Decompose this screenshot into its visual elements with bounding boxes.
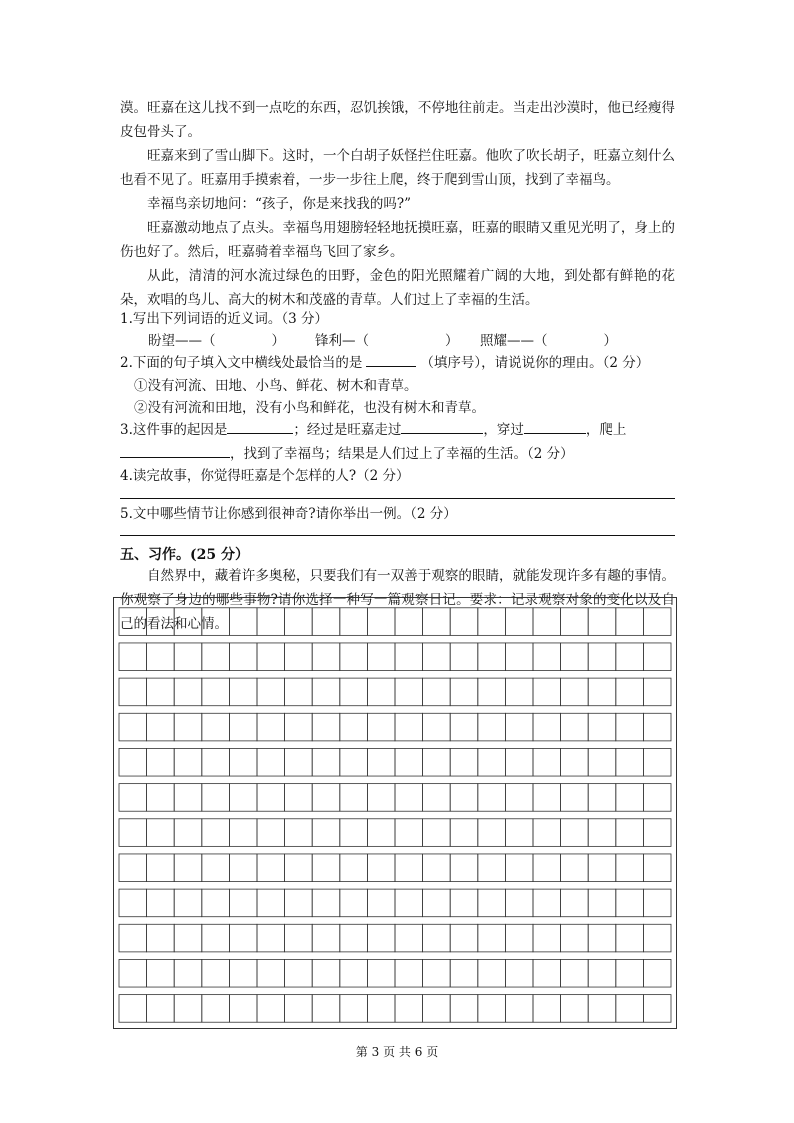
grid-cell[interactable]	[340, 608, 368, 636]
grid-cell[interactable]	[588, 784, 616, 812]
grid-cell[interactable]	[285, 995, 313, 1023]
grid-cell[interactable]	[588, 959, 616, 987]
grid-cell[interactable]	[285, 819, 313, 847]
grid-cell[interactable]	[340, 713, 368, 741]
question-2-option-1: ①没有河流、田地、小鸟、鲜花、树木和青草。	[134, 378, 418, 394]
grid-cell[interactable]	[588, 889, 616, 917]
story-paragraph-3: 幸福鸟亲切地问：“孩子，你是来找我的吗?”	[147, 196, 412, 212]
grid-cell[interactable]	[450, 959, 478, 987]
grid-cell[interactable]	[257, 889, 285, 917]
grid-cell[interactable]	[505, 819, 533, 847]
grid-cell[interactable]	[257, 608, 285, 636]
question-2-option-2: ②没有河流和田地，没有小鸟和鲜花，也没有树木和青草。	[134, 400, 485, 416]
grid-cell[interactable]	[395, 995, 423, 1023]
grid-cell[interactable]	[588, 854, 616, 882]
grid-cell[interactable]	[285, 713, 313, 741]
footer-suffix: 页	[426, 1045, 439, 1059]
grid-cell[interactable]	[202, 995, 230, 1023]
grid-cell[interactable]	[423, 608, 451, 636]
grid-cell[interactable]	[533, 713, 561, 741]
grid-cell[interactable]	[229, 643, 257, 671]
grid-cell[interactable]	[257, 643, 285, 671]
grid-cell[interactable]	[478, 924, 506, 952]
grid-cell[interactable]	[505, 643, 533, 671]
grid-cell[interactable]	[450, 748, 478, 776]
grid-cell[interactable]	[202, 819, 230, 847]
question-3-part-1: 3.这件事的起因是	[120, 422, 228, 438]
grid-cell[interactable]	[312, 784, 340, 812]
grid-cell[interactable]	[257, 854, 285, 882]
grid-cell[interactable]	[202, 608, 230, 636]
grid-cell[interactable]	[229, 854, 257, 882]
grid-cell[interactable]	[257, 959, 285, 987]
grid-cell[interactable]	[533, 854, 561, 882]
grid-cell[interactable]	[312, 854, 340, 882]
grid-cell[interactable]	[478, 643, 506, 671]
grid-cell[interactable]	[257, 819, 285, 847]
grid-cell[interactable]	[561, 678, 589, 706]
grid-cell[interactable]	[174, 889, 202, 917]
grid-cell[interactable]	[395, 959, 423, 987]
grid-cell[interactable]	[147, 678, 175, 706]
grid-cell[interactable]	[643, 959, 671, 987]
grid-cell[interactable]	[312, 608, 340, 636]
grid-cell[interactable]	[423, 819, 451, 847]
synonym-item-2	[315, 330, 459, 352]
grid-cell[interactable]	[174, 748, 202, 776]
grid-cell[interactable]	[423, 678, 451, 706]
grid-cell[interactable]	[450, 889, 478, 917]
grid-cell[interactable]	[450, 854, 478, 882]
grid-cell[interactable]	[478, 995, 506, 1023]
story-paragraph-2: 旺嘉来到了雪山脚下。这时，一个白胡子妖怪拦住旺嘉。他吹了吹长胡子，旺嘉立刻什么也看不见了。旺嘉用手摸索着，一步一步往上爬，终于爬到雪山顶，找到了幸福鸟。	[120, 148, 675, 188]
synonym-item-1	[148, 330, 285, 352]
grid-cell[interactable]	[478, 608, 506, 636]
grid-cell[interactable]	[450, 819, 478, 847]
grid-cell[interactable]	[147, 643, 175, 671]
grid-cell[interactable]	[561, 959, 589, 987]
grid-cell[interactable]	[588, 643, 616, 671]
grid-cell[interactable]	[285, 784, 313, 812]
grid-cell[interactable]	[478, 713, 506, 741]
section-5-prompt: 自然界中，藏着许多奥秘，只要我们有一双善于观察的眼睛，就能发现许多有趣的事情。你观察了身边的哪些事物?请你选择一种写一篇观察日记。要求：记录观察对象的变化以及自己的看法和心情。	[120, 568, 675, 632]
grid-cell[interactable]	[202, 784, 230, 812]
grid-cell[interactable]	[505, 889, 533, 917]
grid-cell[interactable]	[340, 819, 368, 847]
grid-cell[interactable]	[505, 959, 533, 987]
grid-cell[interactable]	[147, 748, 175, 776]
synonym-item-3	[480, 330, 617, 352]
grid-cell[interactable]	[174, 713, 202, 741]
grid-cell[interactable]	[202, 713, 230, 741]
grid-cell[interactable]	[285, 643, 313, 671]
footer-total-pages: 6	[414, 1045, 423, 1059]
grid-cell[interactable]	[588, 924, 616, 952]
grid-cell[interactable]	[533, 748, 561, 776]
grid-cell[interactable]	[229, 678, 257, 706]
grid-cell[interactable]	[643, 643, 671, 671]
grid-cell[interactable]	[533, 678, 561, 706]
grid-cell[interactable]	[505, 748, 533, 776]
grid-cell[interactable]	[312, 924, 340, 952]
grid-cell[interactable]	[312, 889, 340, 917]
grid-cell[interactable]	[119, 608, 147, 636]
grid-cell[interactable]	[312, 643, 340, 671]
grid-cell[interactable]	[395, 643, 423, 671]
grid-cell[interactable]	[395, 784, 423, 812]
grid-cell[interactable]	[561, 995, 589, 1023]
grid-cell[interactable]	[450, 995, 478, 1023]
grid-cell[interactable]	[367, 643, 395, 671]
grid-cell[interactable]	[588, 748, 616, 776]
question-3-part-5: ，找到了幸福鸟；结果是人们过上了幸福的生活。（2 分）	[230, 446, 574, 462]
grid-cell[interactable]	[119, 678, 147, 706]
question-3-blank-cause[interactable]	[227, 419, 293, 434]
grid-cell[interactable]	[119, 713, 147, 741]
story-paragraph-1: 漠。旺嘉在这儿找不到一点吃的东西，忍饥挨饿，不停地往前走。当走出沙漠时，他已经瘦得皮包骨头了。	[120, 100, 675, 140]
grid-cell[interactable]	[340, 924, 368, 952]
grid-cell[interactable]	[147, 995, 175, 1023]
grid-cell[interactable]	[229, 608, 257, 636]
grid-cell[interactable]	[533, 959, 561, 987]
grid-cell[interactable]	[423, 748, 451, 776]
grid-cell[interactable]	[312, 713, 340, 741]
question-3-part-2: ；经过是旺嘉走过	[293, 422, 402, 438]
grid-cell[interactable]	[340, 643, 368, 671]
grid-cell[interactable]	[119, 995, 147, 1023]
grid-cell[interactable]	[257, 678, 285, 706]
grid-cell[interactable]	[174, 854, 202, 882]
question-3-line-1	[120, 419, 680, 441]
grid-cell[interactable]	[478, 854, 506, 882]
grid-cell[interactable]	[478, 819, 506, 847]
grid-cell[interactable]	[423, 713, 451, 741]
grid-cell[interactable]	[588, 608, 616, 636]
grid-cell[interactable]	[147, 924, 175, 952]
grid-cell[interactable]	[285, 854, 313, 882]
grid-cell[interactable]	[533, 924, 561, 952]
footer-prefix: 第	[355, 1045, 368, 1059]
grid-cell[interactable]	[119, 854, 147, 882]
grid-cell[interactable]	[616, 995, 644, 1023]
grid-cell[interactable]	[423, 959, 451, 987]
grid-cell[interactable]	[340, 854, 368, 882]
grid-cell[interactable]	[367, 854, 395, 882]
page-footer	[0, 1043, 794, 1061]
grid-cell[interactable]	[340, 678, 368, 706]
grid-cell[interactable]	[285, 608, 313, 636]
grid-cell[interactable]	[119, 748, 147, 776]
synonym-word-2: 锋利—（	[315, 333, 369, 349]
grid-cell[interactable]	[367, 678, 395, 706]
grid-cell[interactable]	[423, 643, 451, 671]
synonym-close-2: ）	[445, 333, 459, 349]
grid-cell[interactable]	[257, 748, 285, 776]
grid-cell[interactable]	[561, 819, 589, 847]
grid-cell[interactable]	[147, 784, 175, 812]
grid-cell[interactable]	[119, 819, 147, 847]
grid-cell[interactable]	[423, 854, 451, 882]
story-paragraph-4: 旺嘉激动地点了点头。幸福鸟用翅膀轻轻地抚摸旺嘉，旺嘉的眼睛又重见光明了，身上的伤也好了。然后，旺嘉骑着幸福鸟飞回了家乡。	[120, 220, 675, 260]
grid-cell[interactable]	[561, 784, 589, 812]
grid-cell[interactable]	[588, 995, 616, 1023]
grid-cell[interactable]	[174, 784, 202, 812]
grid-cell[interactable]	[147, 608, 175, 636]
grid-cell[interactable]	[561, 748, 589, 776]
grid-cell[interactable]	[643, 924, 671, 952]
grid-cell[interactable]	[340, 959, 368, 987]
question-4: 4.读完故事，你觉得旺嘉是个怎样的人?（2 分）	[120, 468, 410, 484]
grid-cell[interactable]	[450, 713, 478, 741]
grid-cell[interactable]	[119, 959, 147, 987]
grid-cell[interactable]	[119, 643, 147, 671]
question-5-answer-line[interactable]	[120, 535, 675, 536]
grid-cell[interactable]	[147, 889, 175, 917]
grid-cell[interactable]	[450, 678, 478, 706]
grid-cell[interactable]	[367, 924, 395, 952]
grid-cell[interactable]	[257, 924, 285, 952]
grid-cell[interactable]	[478, 959, 506, 987]
grid-cell[interactable]	[561, 643, 589, 671]
grid-cell[interactable]	[505, 713, 533, 741]
grid-cell[interactable]	[616, 748, 644, 776]
footer-page-number: 3	[371, 1045, 380, 1059]
grid-cell[interactable]	[367, 959, 395, 987]
grid-cell[interactable]	[395, 819, 423, 847]
grid-cell[interactable]	[229, 995, 257, 1023]
grid-cell[interactable]	[202, 924, 230, 952]
grid-cell[interactable]	[340, 995, 368, 1023]
grid-cell[interactable]	[312, 819, 340, 847]
grid-cell[interactable]	[367, 995, 395, 1023]
grid-cell[interactable]	[395, 678, 423, 706]
grid-cell[interactable]	[202, 748, 230, 776]
grid-cell[interactable]	[423, 995, 451, 1023]
grid-cell[interactable]	[147, 713, 175, 741]
grid-cell[interactable]	[229, 924, 257, 952]
grid-cell[interactable]	[395, 713, 423, 741]
question-3-line-2	[120, 443, 680, 465]
grid-cell[interactable]	[174, 678, 202, 706]
grid-cell[interactable]	[285, 924, 313, 952]
grid-cell[interactable]	[395, 889, 423, 917]
composition-grid[interactable]	[113, 597, 677, 1029]
grid-cell[interactable]	[643, 678, 671, 706]
grid-cell[interactable]	[285, 889, 313, 917]
grid-cell[interactable]	[616, 959, 644, 987]
grid-cell[interactable]	[229, 819, 257, 847]
grid-cell[interactable]	[616, 924, 644, 952]
grid-cell[interactable]	[285, 748, 313, 776]
grid-cell[interactable]	[174, 819, 202, 847]
grid-cell[interactable]	[533, 995, 561, 1023]
synonym-word-3: 照耀——（	[480, 333, 548, 349]
grid-cell[interactable]	[257, 784, 285, 812]
grid-cell[interactable]	[229, 959, 257, 987]
grid-cell[interactable]	[367, 889, 395, 917]
question-5: 5.文中哪些情节让你感到很神奇?请你举出一例。（2 分）	[120, 506, 457, 522]
grid-cell[interactable]	[147, 959, 175, 987]
grid-cell[interactable]	[202, 678, 230, 706]
grid-cell[interactable]	[119, 889, 147, 917]
grid-cell[interactable]	[561, 889, 589, 917]
question-2-blank[interactable]	[366, 352, 416, 367]
grid-cell[interactable]	[174, 643, 202, 671]
question-3-blank-climbed[interactable]	[120, 443, 230, 458]
grid-cell[interactable]	[561, 713, 589, 741]
grid-cell[interactable]	[340, 748, 368, 776]
grid-cell[interactable]	[643, 995, 671, 1023]
grid-cell[interactable]	[450, 924, 478, 952]
grid-cell[interactable]	[257, 713, 285, 741]
grid-cell[interactable]	[588, 678, 616, 706]
grid-cell[interactable]	[312, 678, 340, 706]
grid-cell[interactable]	[505, 608, 533, 636]
question-2	[120, 352, 680, 374]
grid-cell[interactable]	[367, 748, 395, 776]
question-3-blank-passed[interactable]	[401, 419, 483, 434]
grid-cell[interactable]	[643, 784, 671, 812]
grid-cell[interactable]	[395, 854, 423, 882]
grid-cell[interactable]	[229, 748, 257, 776]
grid-cell[interactable]	[561, 608, 589, 636]
grid-cell[interactable]	[643, 748, 671, 776]
grid-cell[interactable]	[174, 608, 202, 636]
grid-cell[interactable]	[229, 889, 257, 917]
grid-cell[interactable]	[285, 959, 313, 987]
grid-cell[interactable]	[616, 678, 644, 706]
section-5-title: 五、习作。(25 分）	[120, 547, 249, 563]
grid-cell[interactable]	[616, 854, 644, 882]
grid-cell[interactable]	[312, 995, 340, 1023]
grid-cell[interactable]	[312, 748, 340, 776]
grid-cell[interactable]	[643, 713, 671, 741]
question-3-part-3: ，穿过	[483, 422, 524, 438]
synonym-word-1: 盼望——（	[148, 333, 216, 349]
grid-cell[interactable]	[423, 889, 451, 917]
grid-cell[interactable]	[643, 819, 671, 847]
grid-cell[interactable]	[643, 608, 671, 636]
grid-cell[interactable]	[505, 784, 533, 812]
grid-cell[interactable]	[616, 608, 644, 636]
grid-cell[interactable]	[533, 643, 561, 671]
grid-cell[interactable]	[450, 784, 478, 812]
grid-cell[interactable]	[367, 713, 395, 741]
grid-cell[interactable]	[202, 959, 230, 987]
question-4-answer-line[interactable]	[120, 498, 675, 499]
grid-cell[interactable]	[174, 995, 202, 1023]
grid-cell[interactable]	[588, 713, 616, 741]
grid-cell[interactable]	[533, 784, 561, 812]
grid-cell[interactable]	[616, 784, 644, 812]
grid-cell[interactable]	[505, 924, 533, 952]
grid-cell[interactable]	[450, 643, 478, 671]
grid-cell[interactable]	[616, 643, 644, 671]
question-3-part-4: ，爬上	[585, 422, 627, 438]
grid-cell[interactable]	[505, 678, 533, 706]
question-3-blank-crossed[interactable]	[524, 419, 586, 434]
grid-cell[interactable]	[505, 854, 533, 882]
synonym-close-1: ）	[271, 333, 285, 349]
grid-cell[interactable]	[202, 643, 230, 671]
grid-cell[interactable]	[119, 924, 147, 952]
grid-cell[interactable]	[643, 889, 671, 917]
grid-cell[interactable]	[423, 784, 451, 812]
grid-cell[interactable]	[505, 995, 533, 1023]
synonym-close-3: ）	[603, 333, 617, 349]
grid-cell[interactable]	[616, 889, 644, 917]
grid-cell[interactable]	[257, 995, 285, 1023]
grid-cell[interactable]	[561, 924, 589, 952]
grid-cell[interactable]	[478, 889, 506, 917]
grid-cell[interactable]	[119, 784, 147, 812]
grid-cell[interactable]	[367, 819, 395, 847]
grid-cell[interactable]	[285, 678, 313, 706]
question-2-text-before: 2.下面的句子填入文中横线处最恰当的是	[120, 355, 363, 371]
question-1: 1.写出下列词语的近义词。（3 分）	[120, 311, 329, 327]
grid-cell[interactable]	[147, 819, 175, 847]
grid-cell[interactable]	[423, 924, 451, 952]
grid-cell[interactable]	[478, 678, 506, 706]
grid-cell[interactable]	[229, 713, 257, 741]
grid-cell[interactable]	[395, 608, 423, 636]
grid-cell[interactable]	[616, 713, 644, 741]
grid-cell[interactable]	[588, 819, 616, 847]
grid-cell[interactable]	[174, 924, 202, 952]
grid-cell[interactable]	[616, 819, 644, 847]
footer-mid: 页 共	[383, 1045, 411, 1059]
grid-cell[interactable]	[533, 819, 561, 847]
grid-cell[interactable]	[478, 748, 506, 776]
grid-cell[interactable]	[395, 924, 423, 952]
grid-cell[interactable]	[450, 608, 478, 636]
grid-cell[interactable]	[561, 854, 589, 882]
grid-cell[interactable]	[367, 784, 395, 812]
grid-cell[interactable]	[202, 854, 230, 882]
grid-cell[interactable]	[147, 854, 175, 882]
grid-cell[interactable]	[367, 608, 395, 636]
grid-cell[interactable]	[643, 854, 671, 882]
grid-cell[interactable]	[533, 889, 561, 917]
grid-cell[interactable]	[229, 784, 257, 812]
grid-cell[interactable]	[478, 784, 506, 812]
grid-cell[interactable]	[395, 748, 423, 776]
story-paragraph-5: 从此，清清的河水流过绿色的田野，金色的阳光照耀着广阔的大地，到处都有鲜艳的花朵，欢唱的鸟儿、高大的树木和茂盛的青草。人们过上了幸福的生活。	[120, 268, 675, 308]
grid-cell[interactable]	[312, 959, 340, 987]
grid-cell[interactable]	[340, 784, 368, 812]
grid-cell[interactable]	[174, 959, 202, 987]
grid-cell[interactable]	[202, 889, 230, 917]
grid-cell[interactable]	[340, 889, 368, 917]
grid-cell[interactable]	[533, 608, 561, 636]
question-2-text-after: （填序号），请说说你的理由。（2 分）	[420, 355, 650, 371]
